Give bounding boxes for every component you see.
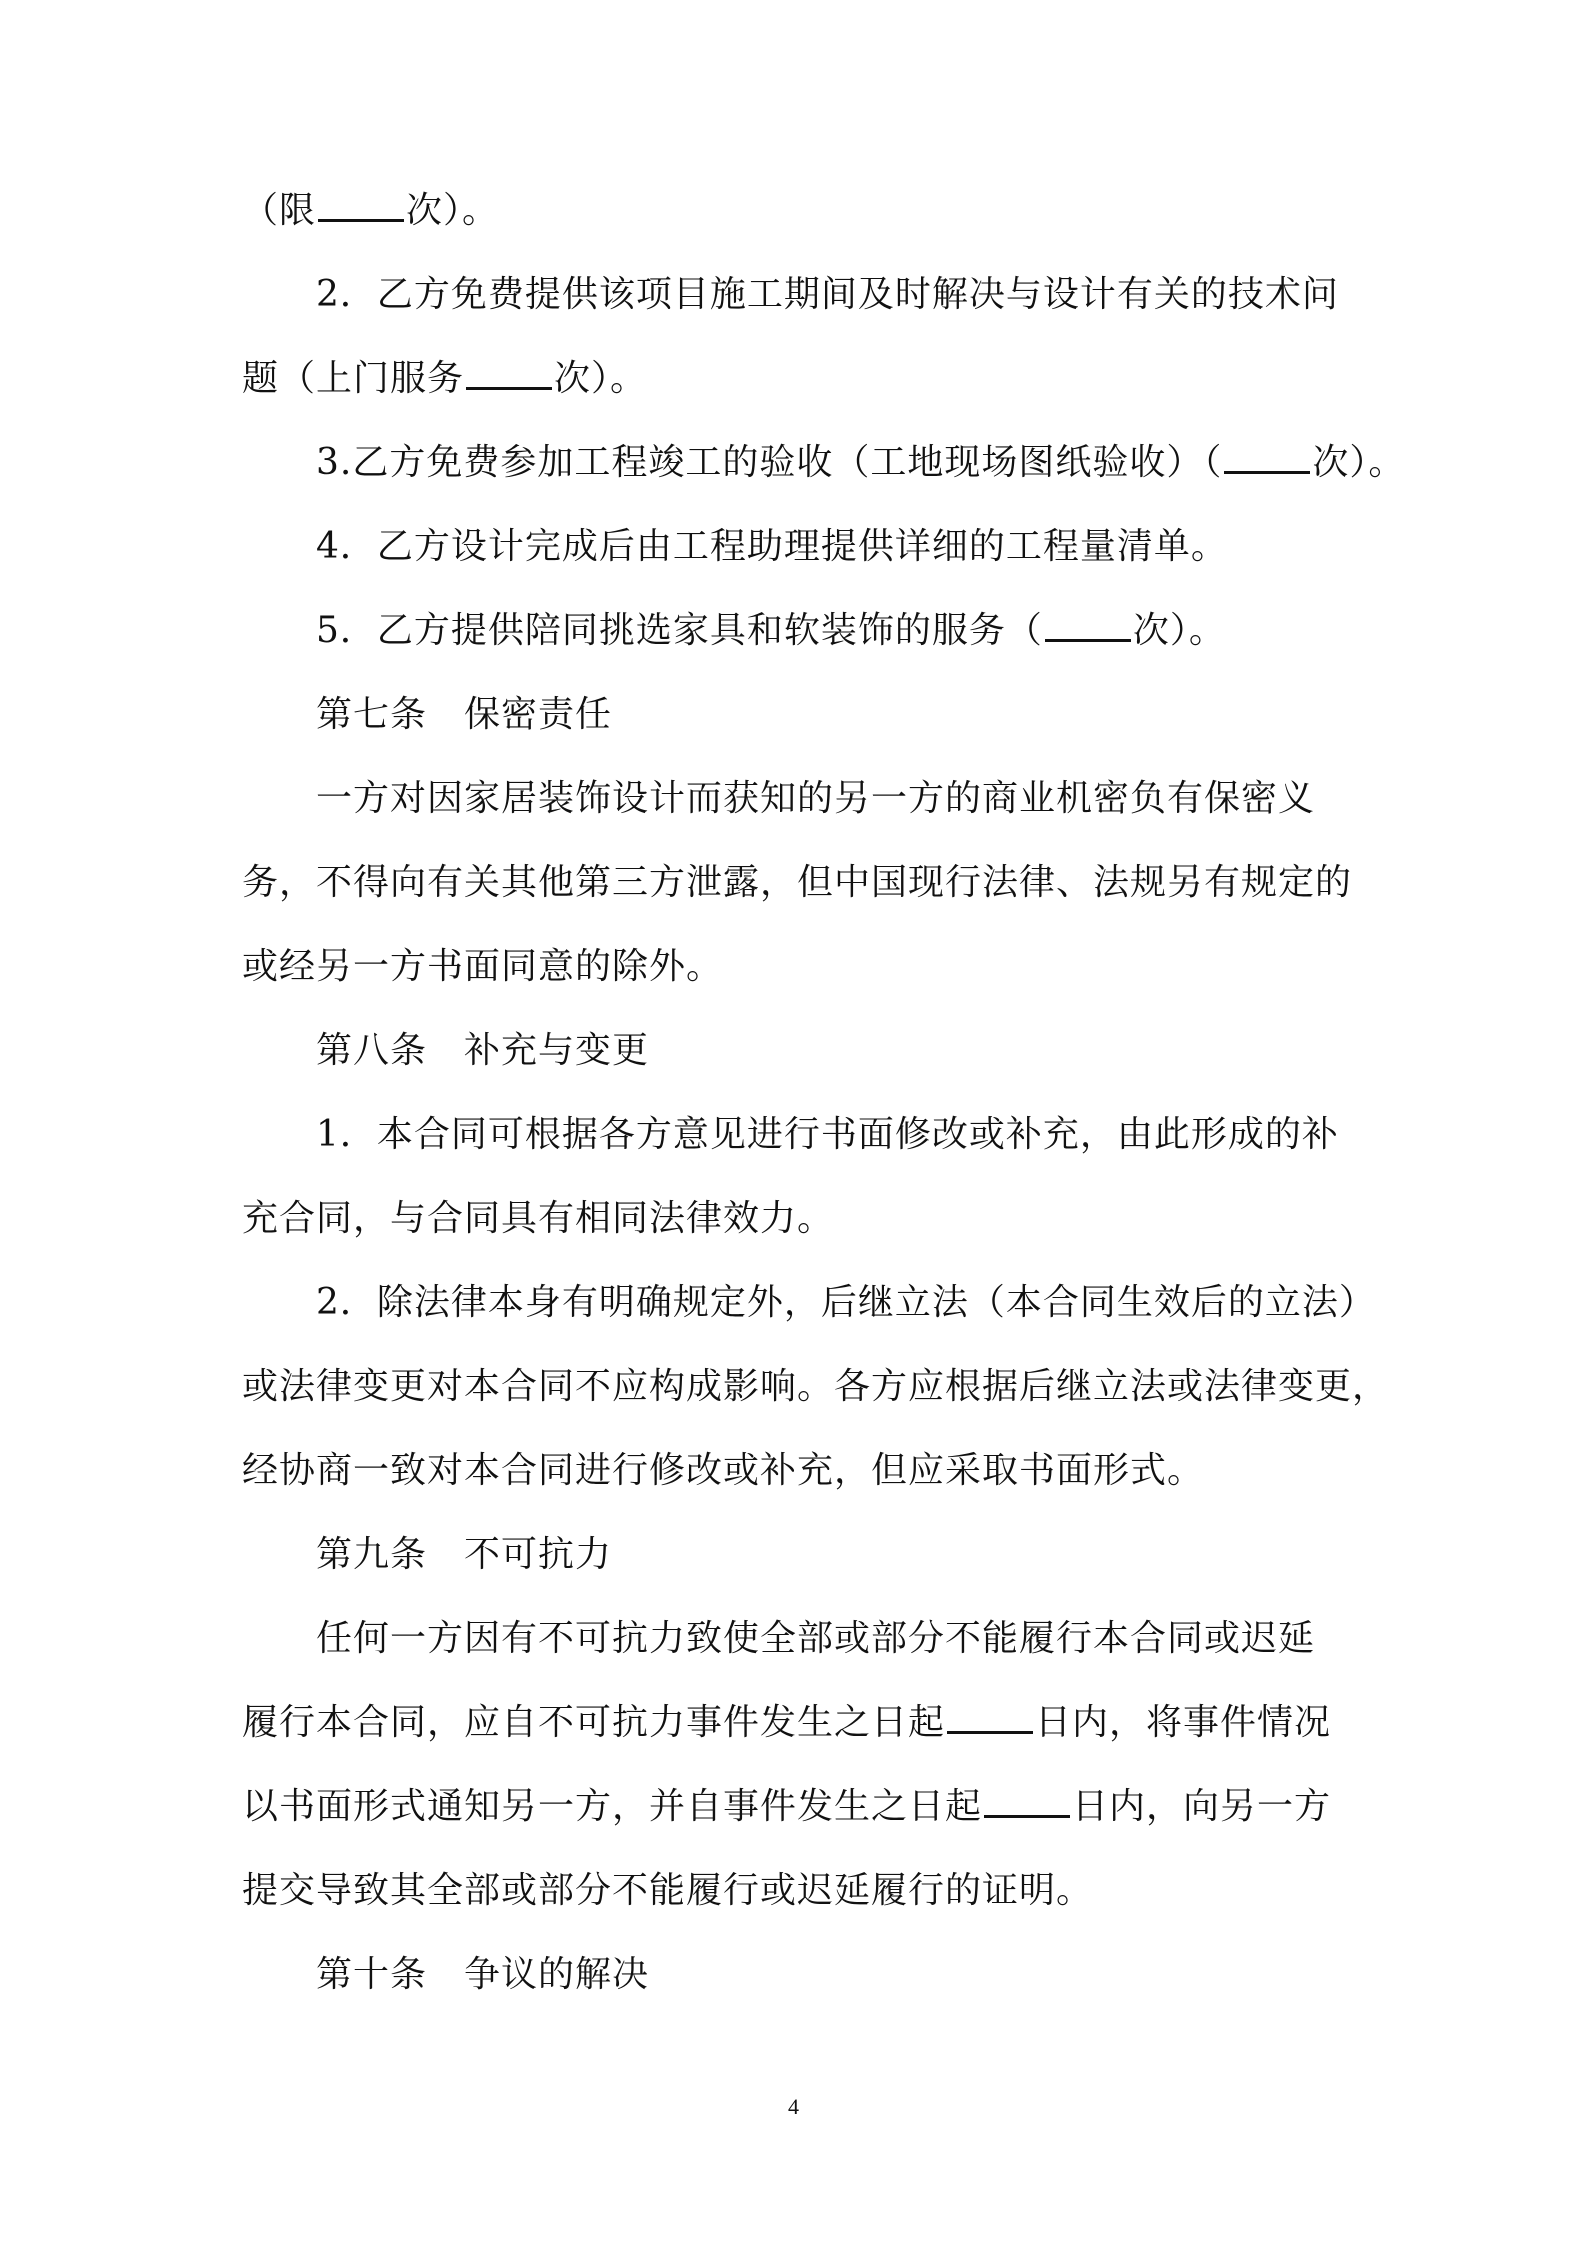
text-segment: 日内，向另一方 bbox=[1072, 1786, 1332, 1827]
text-segment: 2．除法律本身有明确规定外，后继立法（本合同生效后的立法） bbox=[316, 1282, 1376, 1323]
text-segment: 第九条 不可抗力 bbox=[316, 1534, 613, 1575]
fill-in-blank bbox=[947, 1701, 1033, 1734]
fill-in-blank bbox=[984, 1785, 1070, 1818]
text-segment: 第八条 补充与变更 bbox=[316, 1030, 650, 1071]
text-line-18 bbox=[316, 1617, 1315, 1661]
text-segment: 5．乙方提供陪同挑选家具和软装饰的服务（ bbox=[316, 610, 1043, 651]
text-segment: 务，不得向有关其他第三方泄露，但中国现行法律、法规另有规定的 bbox=[242, 862, 1353, 903]
text-line-19 bbox=[242, 1701, 1331, 1745]
text-line-1 bbox=[242, 189, 499, 233]
text-line-14 bbox=[316, 1281, 1376, 1325]
text-line-4 bbox=[316, 441, 1405, 485]
text-segment: 日内，将事件情况 bbox=[1035, 1702, 1332, 1743]
text-line-5 bbox=[316, 525, 1228, 569]
text-line-16 bbox=[242, 1449, 1204, 1493]
text-segment: 提交导致其全部或部分不能履行或迟延履行的证明。 bbox=[242, 1870, 1094, 1911]
fill-in-blank bbox=[1045, 609, 1131, 642]
text-segment: 题（上门服务 bbox=[242, 358, 465, 399]
text-segment: 或经另一方书面同意的除外。 bbox=[242, 946, 724, 987]
text-line-10 bbox=[242, 945, 723, 989]
text-segment: 4．乙方设计完成后由工程助理提供详细的工程量清单。 bbox=[316, 526, 1228, 567]
text-segment: 履行本合同，应自不可抗力事件发生之日起 bbox=[242, 1702, 946, 1743]
text-line-11 bbox=[316, 1029, 649, 1073]
text-line-13 bbox=[242, 1197, 834, 1241]
fill-in-blank bbox=[466, 357, 552, 390]
text-line-7 bbox=[316, 693, 612, 737]
text-segment: 1．本合同可根据各方意见进行书面修改或补充，由此形成的补 bbox=[316, 1114, 1339, 1155]
text-line-21 bbox=[242, 1869, 1093, 1913]
text-segment: 经协商一致对本合同进行修改或补充，但应采取书面形式。 bbox=[242, 1450, 1205, 1491]
text-segment: 以书面形式通知另一方，并自事件发生之日起 bbox=[242, 1786, 983, 1827]
text-segment: 或法律变更对本合同不应构成影响。各方应根据后继立法或法律变更， bbox=[242, 1366, 1390, 1407]
text-line-15 bbox=[242, 1365, 1389, 1409]
text-line-22 bbox=[316, 1953, 649, 1997]
text-segment: 任何一方因有不可抗力致使全部或部分不能履行本合同或迟延 bbox=[316, 1618, 1316, 1659]
text-line-3 bbox=[242, 357, 647, 401]
text-segment: 3.乙方免费参加工程竣工的验收（工地现场图纸验收）（ bbox=[316, 442, 1223, 483]
text-line-8 bbox=[316, 777, 1315, 821]
text-segment: （限 bbox=[242, 190, 317, 231]
text-line-17 bbox=[316, 1533, 612, 1577]
text-segment: 次）。 bbox=[554, 358, 648, 399]
text-segment: 次）。 bbox=[1132, 610, 1226, 651]
text-segment: 第七条 保密责任 bbox=[316, 694, 613, 735]
page-number: 4 bbox=[788, 2094, 799, 2119]
text-line-6 bbox=[316, 609, 1226, 653]
fill-in-blank bbox=[1224, 441, 1310, 474]
text-segment: 一方对因家居装饰设计而获知的另一方的商业机密负有保密义 bbox=[316, 778, 1316, 819]
text-line-2 bbox=[316, 273, 1339, 317]
text-segment: 2．乙方免费提供该项目施工期间及时解决与设计有关的技术问 bbox=[316, 274, 1339, 315]
text-segment: 次）。 bbox=[1312, 442, 1406, 483]
text-line-12 bbox=[316, 1113, 1339, 1157]
fill-in-blank bbox=[318, 189, 404, 222]
text-segment: 次）。 bbox=[406, 190, 500, 231]
text-line-20 bbox=[242, 1785, 1331, 1829]
text-segment: 第十条 争议的解决 bbox=[316, 1954, 650, 1995]
text-segment: 充合同，与合同具有相同法律效力。 bbox=[242, 1198, 835, 1239]
text-line-9 bbox=[242, 861, 1352, 905]
